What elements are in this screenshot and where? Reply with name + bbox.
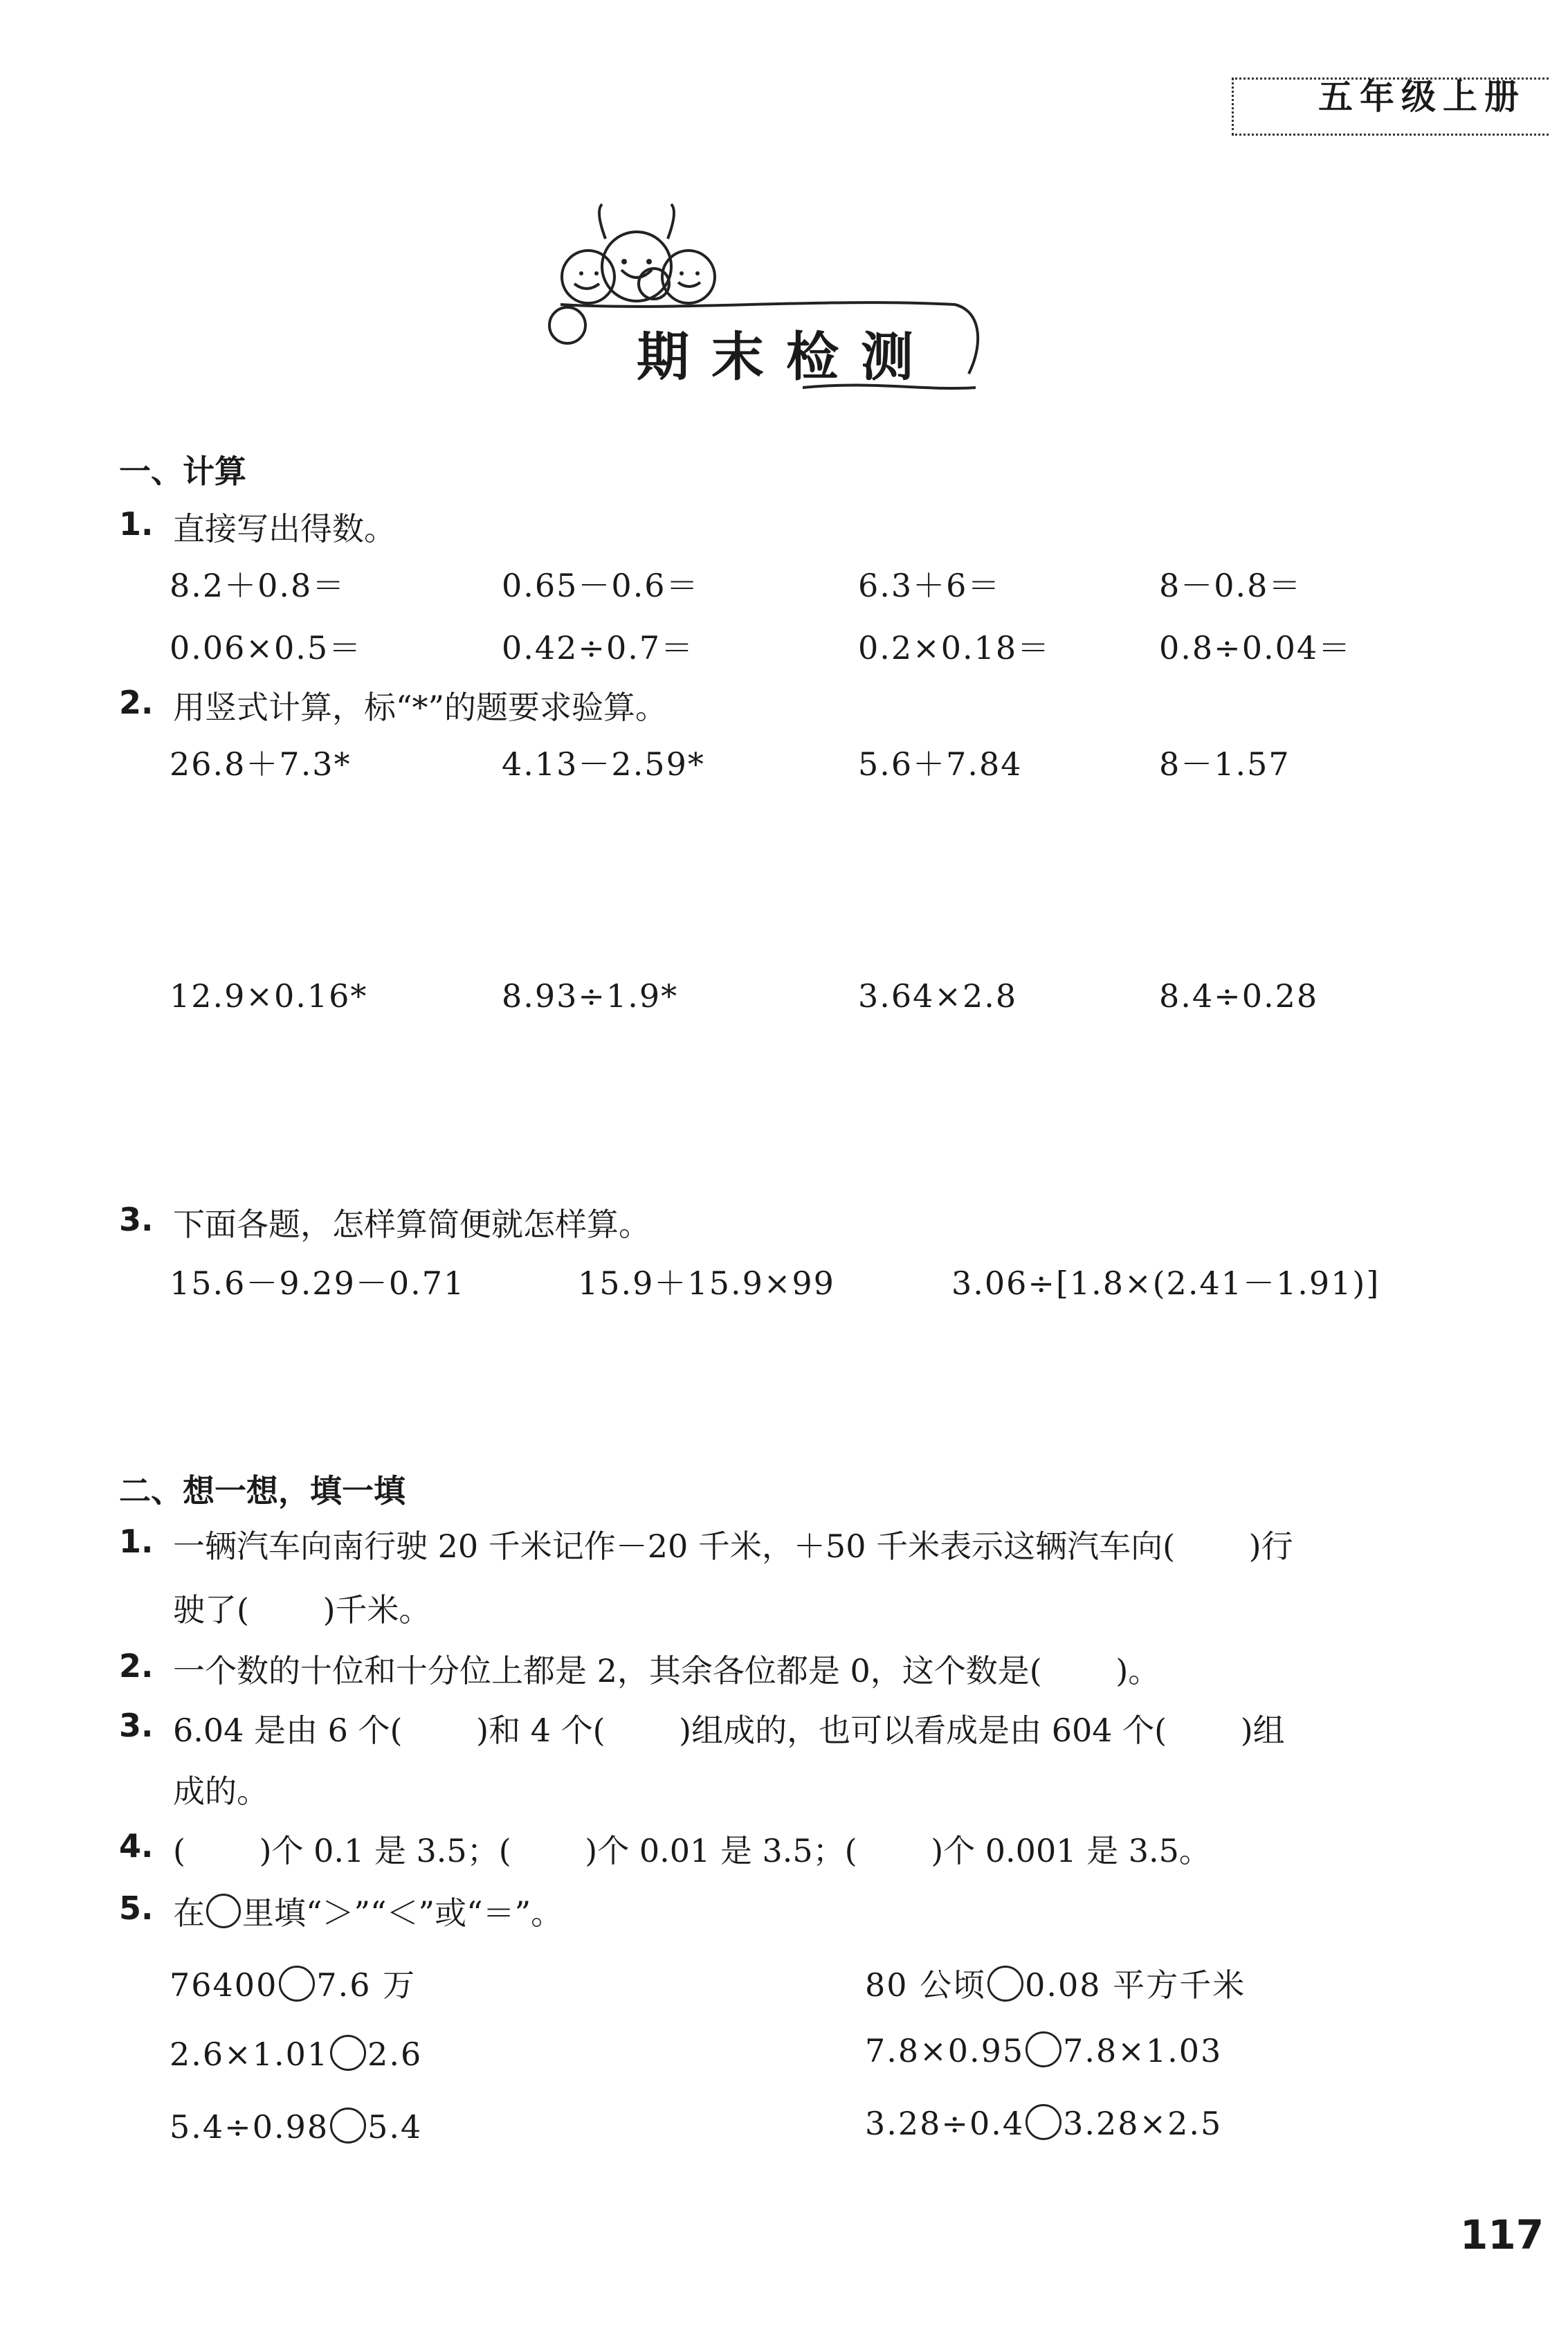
- s1-q1-expr: 0.42÷0.7＝: [502, 629, 695, 667]
- compare-circle-icon: [206, 1894, 241, 1928]
- page-title: 期末检测: [637, 326, 936, 388]
- compare-circle-icon[interactable]: [330, 2108, 366, 2144]
- compare-item: [170, 2108, 422, 2146]
- s1-q1-expr: 0.06×0.5＝: [170, 629, 363, 667]
- compare-item: [865, 1960, 1246, 2006]
- compare-right: 2.6: [367, 2036, 423, 2073]
- s1-q3-expr: 15.9＋15.9×99: [578, 1265, 835, 1302]
- s2-q4-number: 4.: [119, 1827, 154, 1865]
- compare-left: 5.4÷0.98: [170, 2108, 329, 2146]
- s1-q2-text: 用竖式计算，标“*”的题要求验算。: [173, 689, 668, 726]
- section2-heading: 二、想一想，填一填: [119, 1472, 405, 1510]
- s1-q1-number: 1.: [119, 505, 154, 543]
- compare-left: 3.28÷0.4: [865, 2105, 1025, 2142]
- compare-right: 7.8×1.03: [1063, 2032, 1223, 2069]
- s1-q2-expr: 4.13－2.59*: [502, 745, 705, 783]
- page-number: 117: [1460, 2211, 1544, 2258]
- s2-q2-line1: 一个数的十位和十分位上都是 2，其余各位都是 0，这个数是( )。: [173, 1652, 1160, 1689]
- compare-left: 2.6×1.01: [170, 2036, 329, 2073]
- compare-circle-icon[interactable]: [1025, 2031, 1061, 2067]
- s1-q3-expr: 15.6－9.29－0.71: [170, 1265, 466, 1302]
- s1-q1-expr: 0.65－0.6＝: [502, 567, 700, 604]
- compare-circle-icon[interactable]: [330, 2035, 366, 2071]
- s1-q2-expr: 8.4÷0.28: [1159, 977, 1319, 1015]
- s1-q1-expr: 8－0.8＝: [1159, 567, 1302, 604]
- compare-right: 0.08 平方千米: [1025, 1966, 1246, 2004]
- grade-label: 五年级上册: [1318, 77, 1526, 117]
- s2-q4-line1: ( )个 0.1 是 3.5；( )个 0.01 是 3.5；( )个 0.001 是 3.5。: [173, 1832, 1211, 1869]
- s1-q3-number: 3.: [119, 1201, 154, 1238]
- s2-q5-number: 5.: [119, 1890, 154, 1927]
- s1-q1-expr: 0.2×0.18＝: [858, 629, 1051, 667]
- compare-left: 76400: [170, 1966, 278, 2004]
- compare-item: [170, 1960, 416, 2006]
- compare-left: 7.8×0.95: [865, 2032, 1025, 2069]
- s1-q2-number: 2.: [119, 684, 154, 721]
- s2-q2-number: 2.: [119, 1647, 154, 1685]
- compare-right: 5.4: [367, 2108, 423, 2146]
- compare-item: [865, 2104, 1222, 2142]
- s2-q3-line2: 成的。: [173, 1773, 268, 1810]
- s2-q5-text: [173, 1888, 563, 1934]
- compare-left: 80 公顷: [865, 1966, 987, 2004]
- s1-q2-expr: 5.6＋7.84: [858, 745, 1023, 783]
- s2-q5-post: 里填“＞”“＜”或“＝”。: [242, 1894, 563, 1932]
- compare-circle-icon[interactable]: [279, 1966, 315, 2002]
- s1-q2-expr: 26.8＋7.3*: [170, 745, 352, 783]
- compare-item: [865, 2031, 1222, 2069]
- s1-q2-expr: 12.9×0.16*: [170, 977, 368, 1015]
- s2-q1-number: 1.: [119, 1523, 154, 1560]
- compare-circle-icon[interactable]: [1025, 2104, 1061, 2140]
- s2-q3-line1: 6.04 是由 6 个( )和 4 个( )组成的，也可以看成是由 604 个( )组: [173, 1712, 1285, 1749]
- s2-q1-line2: 驶了( )千米。: [173, 1591, 431, 1629]
- s1-q2-expr: 3.64×2.8: [858, 977, 1018, 1015]
- s1-q1-expr: 8.2＋0.8＝: [170, 567, 346, 604]
- compare-right: 3.28×2.5: [1063, 2105, 1223, 2142]
- s1-q1-expr: 0.8÷0.04＝: [1159, 629, 1352, 667]
- s1-q2-expr: 8.93÷1.9*: [502, 977, 679, 1015]
- s1-q1-expr: 6.3＋6＝: [858, 567, 1001, 604]
- s1-q3-text: 下面各题，怎样算简便就怎样算。: [173, 1206, 650, 1243]
- section1-heading: 一、计算: [119, 453, 246, 490]
- s1-q2-expr: 8－1.57: [1159, 745, 1291, 783]
- s1-q3-expr: 3.06÷[1.8×(2.41－1.91)]: [951, 1265, 1380, 1302]
- s1-q1-text: 直接写出得数。: [173, 510, 396, 547]
- s2-q1-line1: 一辆汽车向南行驶 20 千米记作－20 千米，＋50 千米表示这辆汽车向( )行: [173, 1528, 1293, 1565]
- compare-circle-icon[interactable]: [987, 1966, 1023, 2002]
- s2-q3-number: 3.: [119, 1707, 154, 1744]
- compare-right: 7.6 万: [316, 1966, 417, 2004]
- s2-q5-pre: 在: [173, 1894, 205, 1932]
- compare-item: [170, 2035, 422, 2073]
